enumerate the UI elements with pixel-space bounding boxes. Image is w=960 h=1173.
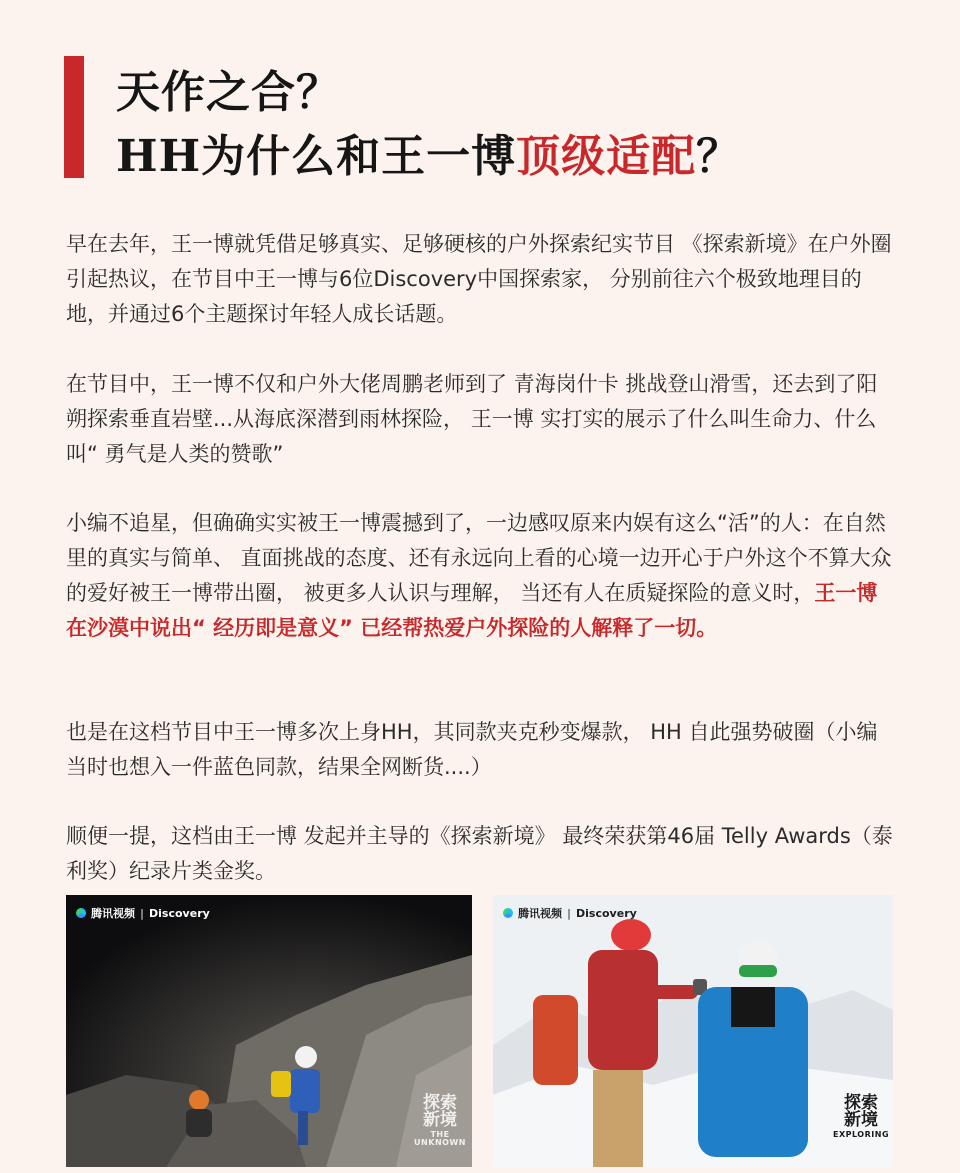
show-logo-left-line1: 探索 <box>423 1093 457 1113</box>
show-logo-left <box>408 1095 472 1147</box>
video-brand-right <box>503 905 637 921</box>
show-logo-right-line1: 探索 <box>844 1093 878 1113</box>
show-logo-left-sub: THE UNKNOWN <box>414 1130 466 1147</box>
show-logo-right <box>833 1095 889 1139</box>
paragraph-5: 顺便一提，这档由王一博 发起并主导的《探索新境》 最终荣获第46届 Telly Awards（泰利奖）纪录片类金奖。 <box>66 824 893 883</box>
snow-mountain-photo <box>493 895 893 1167</box>
brand-partner-left: Discovery <box>149 906 210 920</box>
title-line-2-prefix: HH为什么和王一博 <box>116 131 517 182</box>
paragraph-4: 也是在这档节目中王一博多次上身HH，其同款夹克秒变爆款， HH 自此强势破圈（小编当时也想入一件蓝色同款，结果全网断货....） <box>66 720 878 779</box>
video-brand-left <box>76 905 210 921</box>
title-line-2-suffix: ？ <box>696 131 742 182</box>
brand-platform-right: 腾讯视频 <box>518 907 562 920</box>
cave-exploration-photo <box>66 895 472 1167</box>
paragraph-3-highlight: 王一博在沙漠中说出“ 经历即是意义” 已经帮热爱户外探险的人解释了一切。 <box>66 581 878 640</box>
title-line-2 <box>116 120 741 184</box>
show-logo-left-line2: 新境 <box>423 1110 457 1130</box>
brand-separator-left: | <box>140 906 145 920</box>
title-line-1: 天作之合？ <box>116 67 341 118</box>
tencent-video-icon <box>503 908 513 918</box>
paragraph-3 <box>66 506 896 646</box>
tencent-video-icon <box>76 908 86 918</box>
show-logo-right-sub: EXPLORING <box>833 1130 890 1139</box>
title-accent-bar <box>64 56 84 178</box>
brand-separator-right: | <box>567 906 572 920</box>
paragraph-1: 早在去年，王一博就凭借足够真实、足够硬核的户外探索纪实节目 《探索新境》在户外圈引起热议，在节目中王一博与6位Discovery中国探索家， 分别前往六个极致地理目的地，并通过6个主题探讨年轻人成长话题。 <box>66 232 892 326</box>
brand-partner-right: Discovery <box>576 906 637 920</box>
paragraph-2: 在节目中，王一博不仅和户外大佬周鹏老师到了 青海岗什卡 挑战登山滑雪，还去到了阳朔探索垂直岩壁...从海底深潜到雨林探险， 王一博 实打实的展示了什么叫生命力、什么叫“ 勇气是人类的赞歌” <box>66 372 878 466</box>
brand-platform-left: 腾讯视频 <box>91 907 135 920</box>
show-logo-right-line2: 新境 <box>844 1110 878 1130</box>
article-title <box>64 56 924 182</box>
paragraph-3-text: 小编不追星，但确确实实被王一博震撼到了，一边感叹原来内娱有这么“活”的人：在自然里的真实与简单、 直面挑战的态度、还有永远向上看的心境一边开心于户外这个不算大众的爱好被王一博带出圈， 被更多人认识与理解， 当还有人在质疑探险的意义时， <box>66 511 892 605</box>
title-line-2-accent: 顶级适配 <box>516 131 697 182</box>
